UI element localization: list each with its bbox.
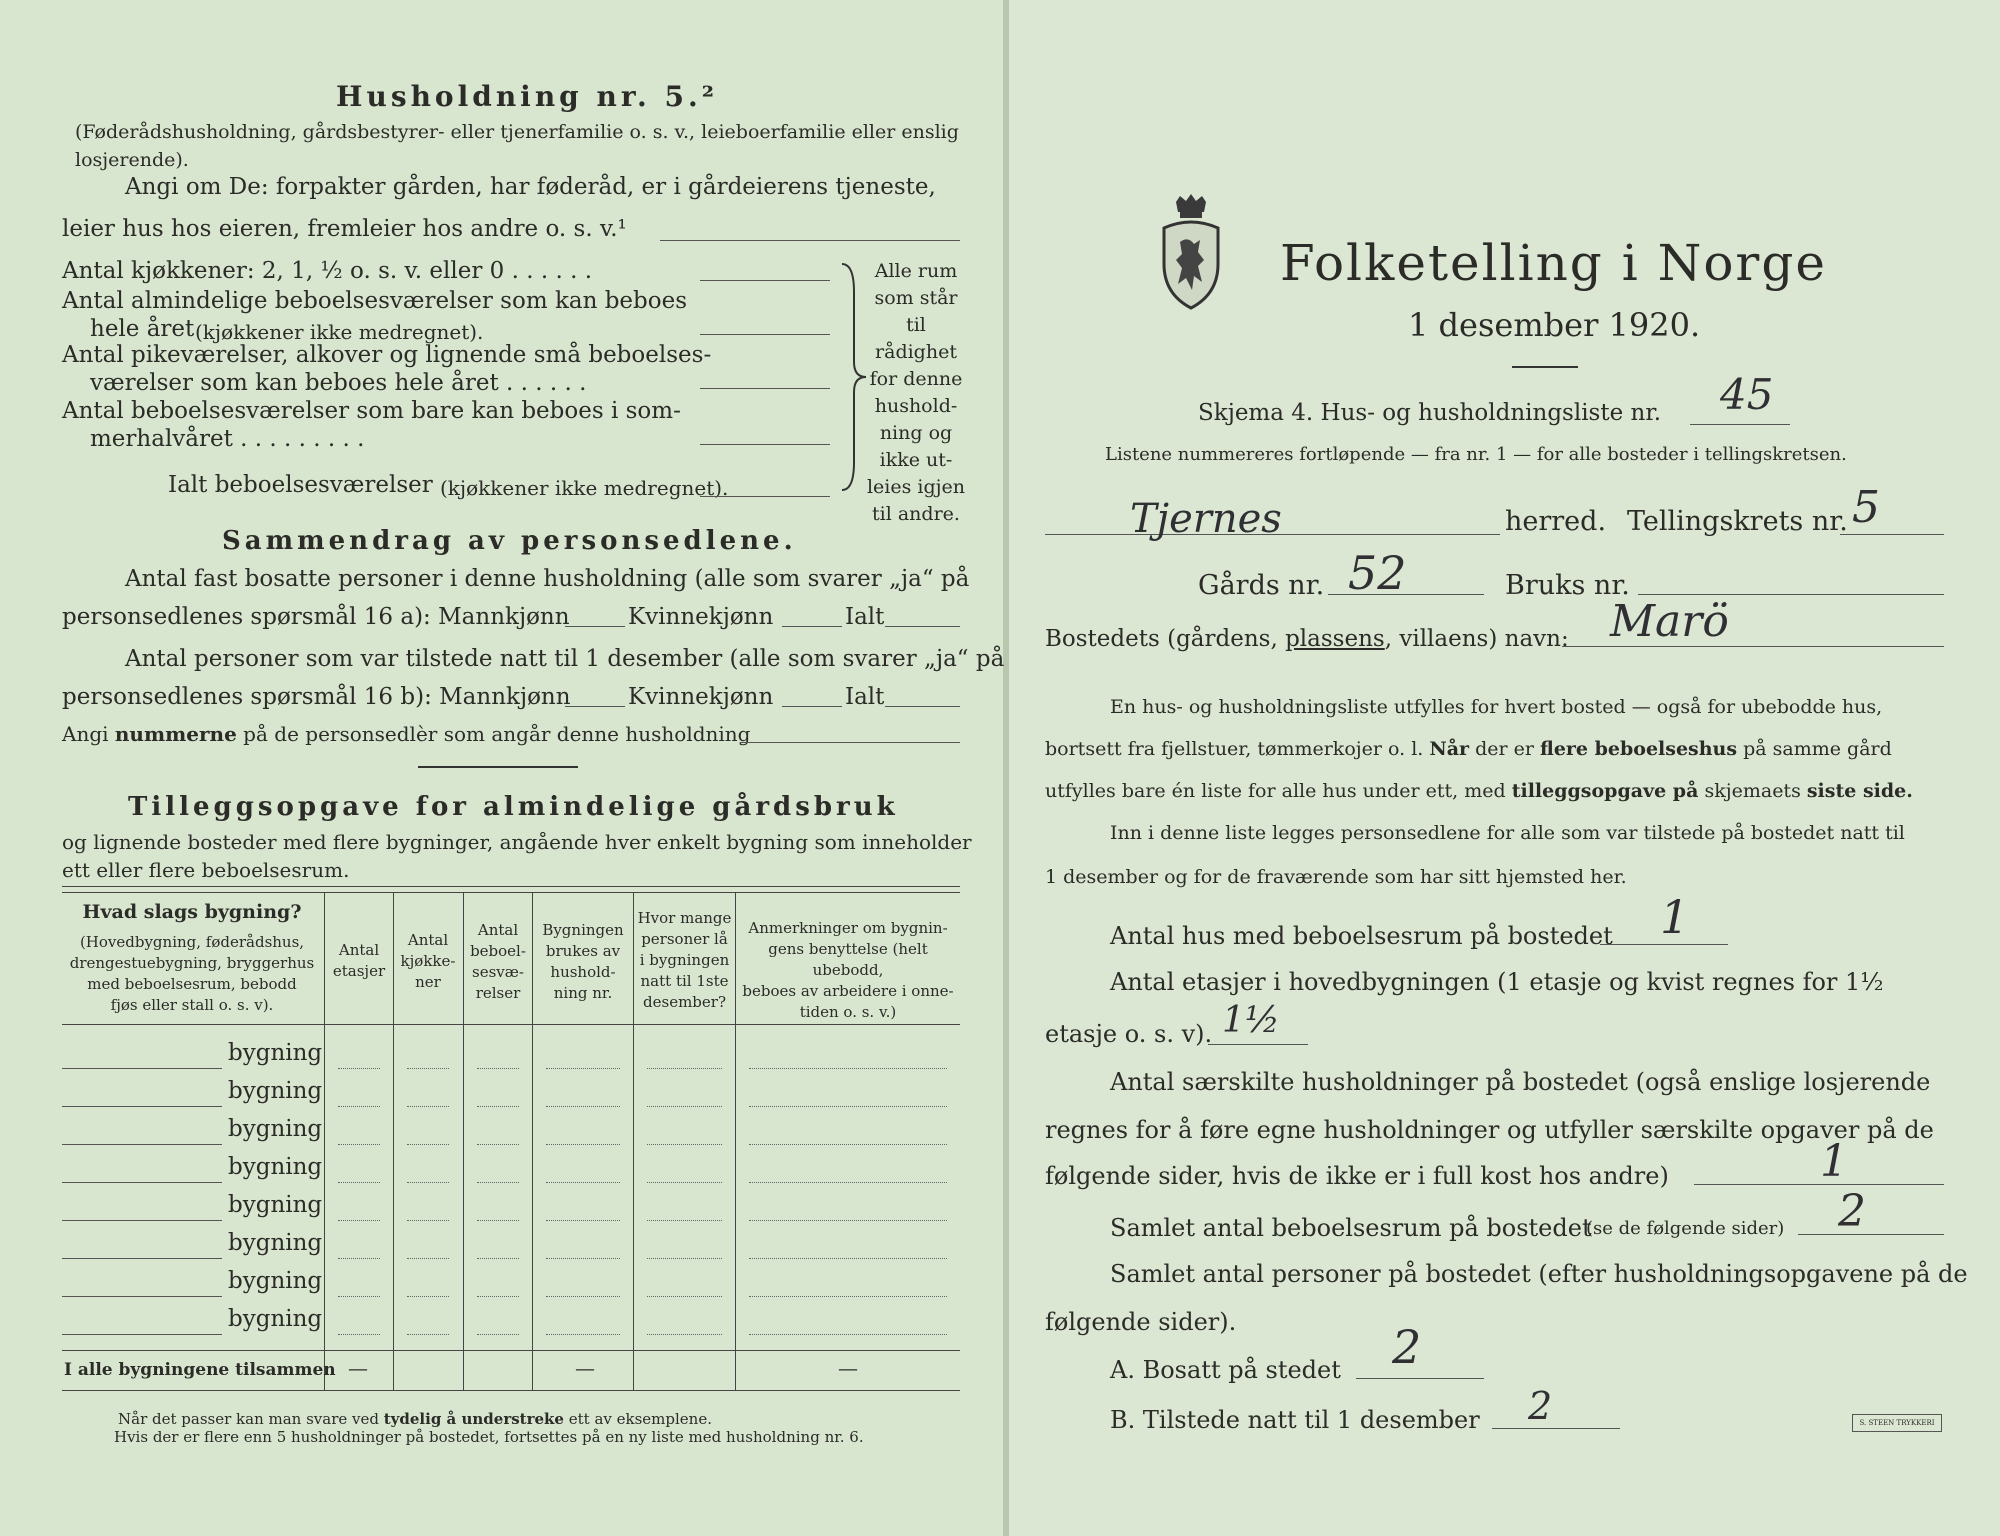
col-divider-6 [735,892,736,1390]
table-cell-input[interactable] [407,1106,449,1107]
table-cell-input[interactable] [338,1296,380,1297]
bracket-note: Alle rum som står til rådighet for denne hushold- ning og ikke ut- leies igjen til andre. [866,260,966,525]
bosatt-line[interactable] [1356,1378,1484,1379]
floors-line[interactable] [1208,1044,1308,1045]
col-divider-3 [463,892,464,1390]
bosatt-label: A. Bosatt på stedet [1110,1356,1341,1384]
right-page [1005,0,2000,1536]
table-cell-input[interactable] [647,1220,722,1221]
ordinary-rooms-note: (kjøkkener ikke medregnet). [195,320,484,344]
building-type-input[interactable] [62,1182,222,1183]
building-type-input[interactable] [62,1144,222,1145]
table-cell-input[interactable] [647,1334,722,1335]
kitchens-label: Antal kjøkkener: 2, 1, ½ o. s. v. eller 0 . . . . . . [62,258,593,284]
tellingskrets-label: Tellingskrets nr. [1627,506,1848,537]
census-date: 1 desember 1920. [1408,306,1701,344]
bygning-label: bygning [228,1116,323,1142]
summary-a-male[interactable] [565,626,625,627]
table-header-rule [62,1024,960,1025]
summer-rooms-label-1: Antal beboelsesværelser som bare kan beboes i som- [62,398,681,424]
persons-label-2: følgende sider). [1045,1308,1237,1336]
tellingskrets-line[interactable] [1840,534,1944,535]
schema-number-line[interactable] [1690,424,1790,425]
table-cell-input[interactable] [407,1182,449,1183]
table-total-rule [62,1350,960,1351]
main-title: Folketelling i Norge [1280,234,1827,292]
summary-b-line-2: personsedlenes spørsmål 16 b): Mannkjønn [62,684,571,710]
bygning-label: bygning [228,1268,323,1294]
bygning-label: bygning [228,1306,323,1332]
rooms-bracket [838,262,868,492]
tellingskrets-value: 5 [1852,482,1880,533]
table-cell-input[interactable] [749,1144,947,1145]
section-divider [418,766,578,768]
table-cell-input[interactable] [338,1068,380,1069]
table-cell-input[interactable] [407,1144,449,1145]
schema-number: 45 [1720,370,1774,419]
table-cell-input[interactable] [749,1182,947,1183]
table-cell-input[interactable] [338,1334,380,1335]
col-etasjer-header: Antal etasjer [332,941,386,980]
info-line-4: Inn i denne liste legges personsedlene for alle som var tilstede på bostedet natt til [1110,822,1905,844]
table-top-rule [62,886,960,887]
table-cell-input[interactable] [546,1106,620,1107]
households-label-3: følgende sider, hvis de ikke er i full kost hos andre) [1045,1162,1669,1190]
households-label-1: Antal særskilte husholdninger på bostedet (også enslige losjerende [1110,1068,1931,1096]
table-cell-input[interactable] [477,1068,519,1069]
info-line-5: 1 desember og for de fraværende som har sitt hjemsted her. [1045,866,1627,888]
bygning-label: bygning [228,1040,323,1066]
bygning-label: bygning [228,1154,323,1180]
rooms-total-line[interactable] [1798,1234,1944,1235]
building-type-input[interactable] [62,1068,222,1069]
building-type-input[interactable] [62,1220,222,1221]
table-cell-input[interactable] [477,1106,519,1107]
col-divider-1 [324,892,325,1390]
table-cell-input[interactable] [546,1144,620,1145]
table-cell-input[interactable] [546,1258,620,1259]
col-beboelsesvaerelser-header: Antal beboel- sesvæ- relser [470,921,526,1002]
total-rooms-note: (kjøkkener ikke medregnet). [440,476,729,500]
schema-label: Skjema 4. Hus- og husholdningsliste nr. [1198,400,1662,426]
gards-value: 52 [1348,546,1407,600]
info-line-2: bortsett fra fjellstuer, tømmerkojer o. l. Når der er flere beboelseshus på samme gård [1045,738,1892,760]
footnote-1: Når det passer kan man svare ved tydelig å understreke ett av eksemplene. [118,1410,712,1428]
table-cell-input[interactable] [477,1220,519,1221]
table-cell-input[interactable] [477,1182,519,1183]
kitchens-answer[interactable] [700,280,830,281]
table-cell-input[interactable] [749,1258,947,1259]
floors-label-1: Antal etasjer i hovedbygningen (1 etasje og kvist regnes for 1½ [1110,968,1884,996]
households-label-2: regnes for å føre egne husholdninger og utfyller særskilte opgaver på de [1045,1116,1934,1144]
summary-a-total[interactable] [885,626,960,627]
building-type-input[interactable] [62,1258,222,1259]
bosted-label: Bostedets (gårdens, plassens, villaens) navn: [1045,626,1569,652]
households-value: 1 [1820,1136,1848,1187]
printer-stamp: S. STEEN TRYKKERI [1852,1414,1942,1432]
table-cell-input[interactable] [477,1258,519,1259]
col-divider-5 [633,892,634,1390]
table-cell-input[interactable] [338,1106,380,1107]
summary-b-female-label: Kvinnekjønn [628,684,774,710]
summary-b-female[interactable] [782,706,842,707]
bruks-label: Bruks nr. [1505,570,1630,601]
col1-note: (Hovedbygning, føderådshus, drengestuebygning, bryggerhus med beboelsesrum, bebodd fjøs eller stall o. s. v). [69,933,315,1014]
supplement-text-1: og lignende bosteder med flere bygninger, angående hver enkelt bygning som inneholder [62,830,972,854]
bygning-label: bygning [228,1078,323,1104]
summary-b-total-label: Ialt [845,684,885,710]
supplement-title: Tilleggsopgave for almindelige gårdsbruk [128,792,899,822]
col-anmerkninger-header: Anmerkninger om bygnin- gens benyttelse (helt ubebodd, beboes av arbeidere i onne- tiden o. s. v.) [742,919,954,1021]
norway-coat-of-arms-icon [1158,194,1224,312]
table-cell-input[interactable] [407,1296,449,1297]
table-cell-input[interactable] [407,1258,449,1259]
herred-label: herred. [1505,506,1607,537]
table-cell-input[interactable] [647,1182,722,1183]
col1-title: Hvad slags bygning? [82,901,302,923]
list-note: Listene nummereres fortløpende — fra nr. 1 — for alle bosteder i tellingskretsen. [1105,444,1847,465]
table-cell-input[interactable] [546,1334,620,1335]
table-cell-input[interactable] [407,1334,449,1335]
total-anmerkninger-dash: — [838,1356,858,1380]
summary-b-total[interactable] [885,706,960,707]
table-cell-input[interactable] [647,1106,722,1107]
household-title: Husholdning nr. 5.² [336,80,719,113]
info-line-1: En hus- og husholdningsliste utfylles for hvert bosted — også for ubebodde hus, [1110,696,1883,718]
table-cell-input[interactable] [338,1258,380,1259]
summary-a-female[interactable] [782,626,842,627]
maid-rooms-answer[interactable] [700,388,830,389]
tilstede-value: 2 [1528,1384,1553,1428]
rooms-total-label: Samlet antal beboelsesrum på bostedet [1110,1214,1592,1242]
herred-value: Tjernes [1130,496,1282,542]
table-cell-input[interactable] [338,1144,380,1145]
bygning-label: bygning [228,1192,323,1218]
persons-label-1: Samlet antal personer på bostedet (efter husholdningsopgavene på de [1110,1260,1968,1288]
table-cell-input[interactable] [477,1144,519,1145]
page-spine [1003,0,1009,1536]
table-top-rule-2 [62,892,960,893]
table-cell-input[interactable] [407,1220,449,1221]
table-cell-input[interactable] [749,1334,947,1335]
bosatt-value: 2 [1392,1320,1422,1374]
table-cell-input[interactable] [647,1068,722,1069]
table-cell-input[interactable] [749,1296,947,1297]
rooms-total-value: 2 [1838,1186,1866,1237]
table-cell-input[interactable] [647,1258,722,1259]
summer-rooms-answer[interactable] [700,444,830,445]
table-cell-input[interactable] [546,1068,620,1069]
household-note: (Føderådshusholdning, gårdsbestyrer- eller tjenerfamilie o. s. v., leieboerfamilie eller enslig losjerende). [75,121,959,171]
angi-line-1: Angi om De: forpakter gården, har føderåd, er i gårdeierens tjeneste, [125,174,936,200]
ordinary-rooms-label-1: Antal almindelige beboelsesværelser som kan beboes [62,288,688,314]
summer-rooms-label-2: merhalvåret . . . . . . . . . [90,426,365,452]
summary-a-total-label: Ialt [845,604,885,630]
households-line[interactable] [1694,1184,1944,1185]
table-cell-input[interactable] [546,1220,620,1221]
ordinary-rooms-answer[interactable] [700,334,830,335]
numbers-answer[interactable] [740,742,960,743]
col-divider-4 [532,892,533,1390]
angi-answer-line[interactable] [660,240,960,241]
table-total-label: I alle bygningene tilsammen [64,1360,336,1380]
building-type-input[interactable] [62,1334,222,1335]
tilstede-label: B. Tilstede natt til 1 desember [1110,1406,1480,1434]
title-divider [1512,366,1578,368]
table-cell-input[interactable] [546,1296,620,1297]
bosted-value: Marö [1610,596,1729,647]
table-cell-input[interactable] [407,1068,449,1069]
summary-b-male[interactable] [565,706,625,707]
houses-label: Antal hus med beboelsesrum på bostedet [1110,922,1613,950]
gards-label: Gårds nr. [1198,570,1325,601]
total-etasjer-dash: — [348,1356,368,1380]
table-cell-input[interactable] [477,1296,519,1297]
houses-value: 1 [1660,890,1690,944]
info-line-3: utfylles bare én liste for alle hus under ett, med tilleggsopgave på skjemaets siste side. [1045,780,1913,802]
supplement-text-2: ett eller flere beboelsesrum. [62,858,350,882]
col-kjokkener-header: Antal kjøkke- ner [400,931,456,991]
numbers-line: Angi nummerne på de personsedlèr som angår denne husholdning [62,722,751,746]
table-cell-input[interactable] [647,1144,722,1145]
maid-rooms-label-1: Antal pikeværelser, alkover og lignende små beboelses- [62,342,712,368]
total-rooms-label: Ialt beboelsesværelser [168,472,433,498]
floors-value: 1½ [1222,1000,1280,1041]
table-cell-input[interactable] [338,1220,380,1221]
building-type-input[interactable] [62,1296,222,1297]
building-type-input[interactable] [62,1106,222,1107]
tilstede-line[interactable] [1492,1428,1620,1429]
ordinary-rooms-label-2: hele året [90,316,195,342]
rooms-total-note: (se de følgende sider) [1586,1218,1785,1239]
total-rooms-answer[interactable] [700,496,830,497]
col-divider-2 [393,892,394,1390]
summary-a-line-2: personsedlenes spørsmål 16 a): Mannkjønn [62,604,570,630]
col-husholdning-header: Bygningen brukes av hushold- ning nr. [542,921,624,1002]
summary-a-line-1: Antal fast bosatte personer i denne husholdning (alle som svarer „ja“ på [125,566,970,592]
table-cell-input[interactable] [477,1334,519,1335]
maid-rooms-label-2: værelser som kan beboes hele året . . . . . . [90,370,587,396]
total-husholdning-dash: — [575,1356,595,1380]
table-cell-input[interactable] [749,1068,947,1069]
table-cell-input[interactable] [338,1182,380,1183]
summary-a-female-label: Kvinnekjønn [628,604,774,630]
bruks-line[interactable] [1638,594,1944,595]
table-cell-input[interactable] [749,1220,947,1221]
houses-line[interactable] [1600,944,1728,945]
summary-b-line-1: Antal personer som var tilstede natt til 1 desember (alle som svarer „ja“ på [125,646,1005,672]
footnote-2: Hvis der er flere enn 5 husholdninger på bostedet, fortsettes på en ny liste med husholdning nr. 6. [114,1428,864,1446]
floors-label-2: etasje o. s. v). [1045,1020,1213,1048]
bygning-label: bygning [228,1230,323,1256]
col-personer-header: Hvor mange personer lå i bygningen natt til 1ste desember? [637,909,732,1011]
table-bottom-rule [62,1390,960,1391]
table-cell-input[interactable] [749,1106,947,1107]
table-cell-input[interactable] [647,1296,722,1297]
angi-line-2: leier hus hos eieren, fremleier hos andre o. s. v.¹ [62,216,627,242]
table-cell-input[interactable] [546,1182,620,1183]
summary-title: Sammendrag av personsedlene. [222,526,797,556]
